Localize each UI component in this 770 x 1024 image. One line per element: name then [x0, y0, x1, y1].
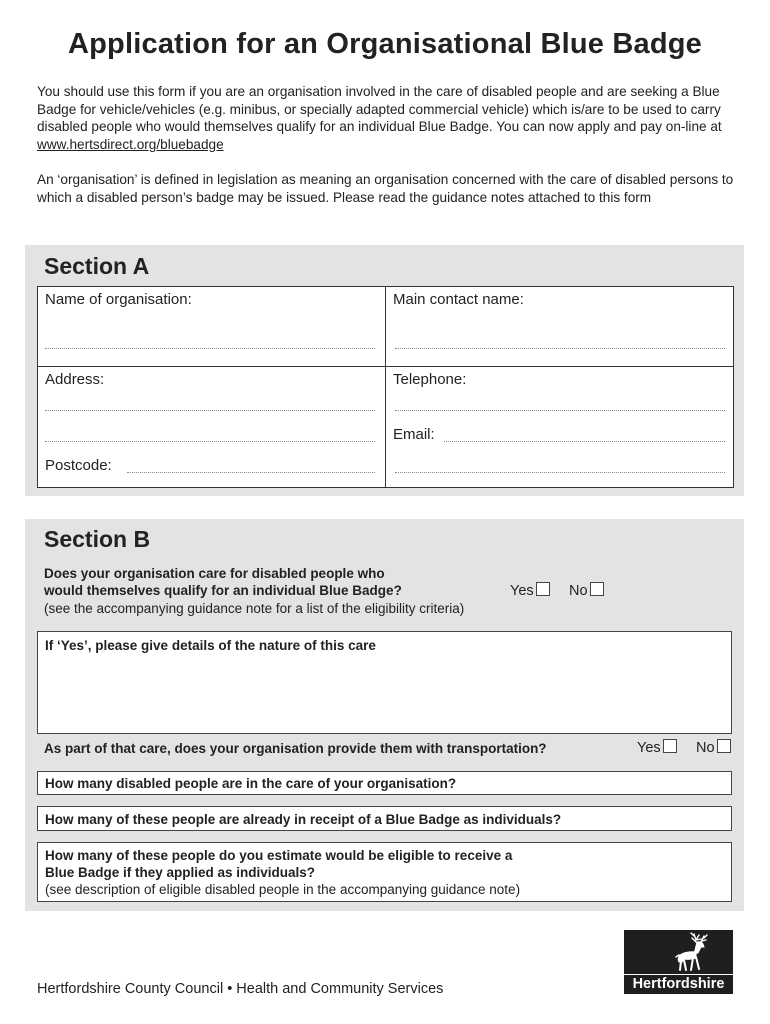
existing-badge-count-box[interactable]: [37, 806, 732, 831]
transport-yes-label: Yes: [637, 740, 661, 756]
grid-divider-horizontal: [38, 366, 733, 367]
transport-no-option[interactable]: [696, 739, 731, 756]
organisation-name-label: Name of organisation:: [45, 291, 192, 308]
email-label: Email:: [393, 426, 435, 443]
email-field[interactable]: [444, 441, 725, 442]
care-no-checkbox[interactable]: [590, 582, 604, 596]
transport-yes-checkbox[interactable]: [663, 739, 677, 753]
question-eligible-line-1: How many of these people do you estimate would be eligible to receive a: [45, 848, 513, 863]
contact-name-label: Main contact name:: [393, 291, 524, 308]
question-eligible-note: (see description of eligible disabled people in the accompanying guidance note): [45, 882, 521, 897]
section-a-grid: [37, 286, 734, 488]
section-b-heading: Section B: [44, 526, 151, 552]
intro-paragraph-2: An ‘organisation’ is defined in legislation as meaning an organisation concerned with the care of disabled persons to which a disabled person’s badge may be issued. Please read the guidance notes attached to this form: [37, 172, 734, 205]
section-a: [25, 245, 744, 496]
postcode-field[interactable]: [127, 472, 375, 473]
question-disabled-count: How many disabled people are in the care of your organisation?: [45, 776, 457, 791]
intro-paragraph-1: [37, 83, 737, 153]
address-label: Address:: [45, 371, 105, 388]
telephone-label: Telephone:: [393, 371, 467, 388]
care-yes-label: Yes: [510, 583, 534, 599]
care-no-label: No: [569, 583, 588, 599]
grid-divider-vertical: [385, 287, 386, 487]
question-care-line-2: would themselves qualify for an individual Blue Badge?: [44, 583, 402, 598]
care-details-box[interactable]: [37, 631, 732, 734]
contact-name-field[interactable]: [395, 348, 725, 349]
question-care-line-1: Does your organisation care for disabled people who: [44, 566, 385, 581]
form-title: Application for an Organisational Blue Badge: [68, 28, 702, 60]
section-a-heading: Section A: [44, 253, 150, 279]
footer-text: Hertfordshire County Council • Health and Community Services: [37, 981, 444, 997]
eligible-estimate-box[interactable]: [37, 842, 732, 902]
intro-text-1: You should use this form if you are an organisation involved in the care of disabled people and are seeking a Blue Badge for vehicle/vehicles (e.g. minibus, or specially adapted commercial vehicle) which is/are to be used to carry disabled people who would themselves qualify for an individual Blue Badge. You can now apply and pay on-line at: [37, 84, 722, 134]
address-field-line-2[interactable]: [45, 441, 375, 442]
transport-no-label: No: [696, 740, 715, 756]
care-no-option[interactable]: [569, 582, 604, 599]
disabled-people-count-box[interactable]: [37, 771, 732, 795]
question-transportation: As part of that care, does your organisation provide them with transportation?: [44, 741, 547, 756]
transport-no-checkbox[interactable]: [717, 739, 731, 753]
care-details-label: If ‘Yes’, please give details of the nature of this care: [45, 638, 376, 653]
organisation-name-field[interactable]: [45, 348, 375, 349]
question-eligible-line-2: Blue Badge if they applied as individuals?: [45, 865, 316, 880]
telephone-field[interactable]: [395, 410, 725, 411]
online-apply-link[interactable]: www.hertsdirect.org/bluebadge: [37, 136, 224, 152]
logo-wordmark: Hertfordshire: [624, 974, 733, 992]
email-field-line-2[interactable]: [395, 472, 725, 473]
hertfordshire-logo: [624, 930, 733, 994]
transport-yes-option[interactable]: [637, 739, 677, 756]
question-care-note: (see the accompanying guidance note for a list of the eligibility criteria): [44, 601, 465, 616]
address-field-line-1[interactable]: [45, 410, 375, 411]
question-existing-badges: How many of these people are already in receipt of a Blue Badge as individuals?: [45, 812, 562, 827]
care-yes-checkbox[interactable]: [536, 582, 550, 596]
care-yes-option[interactable]: [510, 582, 550, 599]
postcode-label: Postcode:: [45, 457, 112, 474]
hart-stag-icon: [624, 930, 733, 974]
section-b: [25, 519, 744, 911]
